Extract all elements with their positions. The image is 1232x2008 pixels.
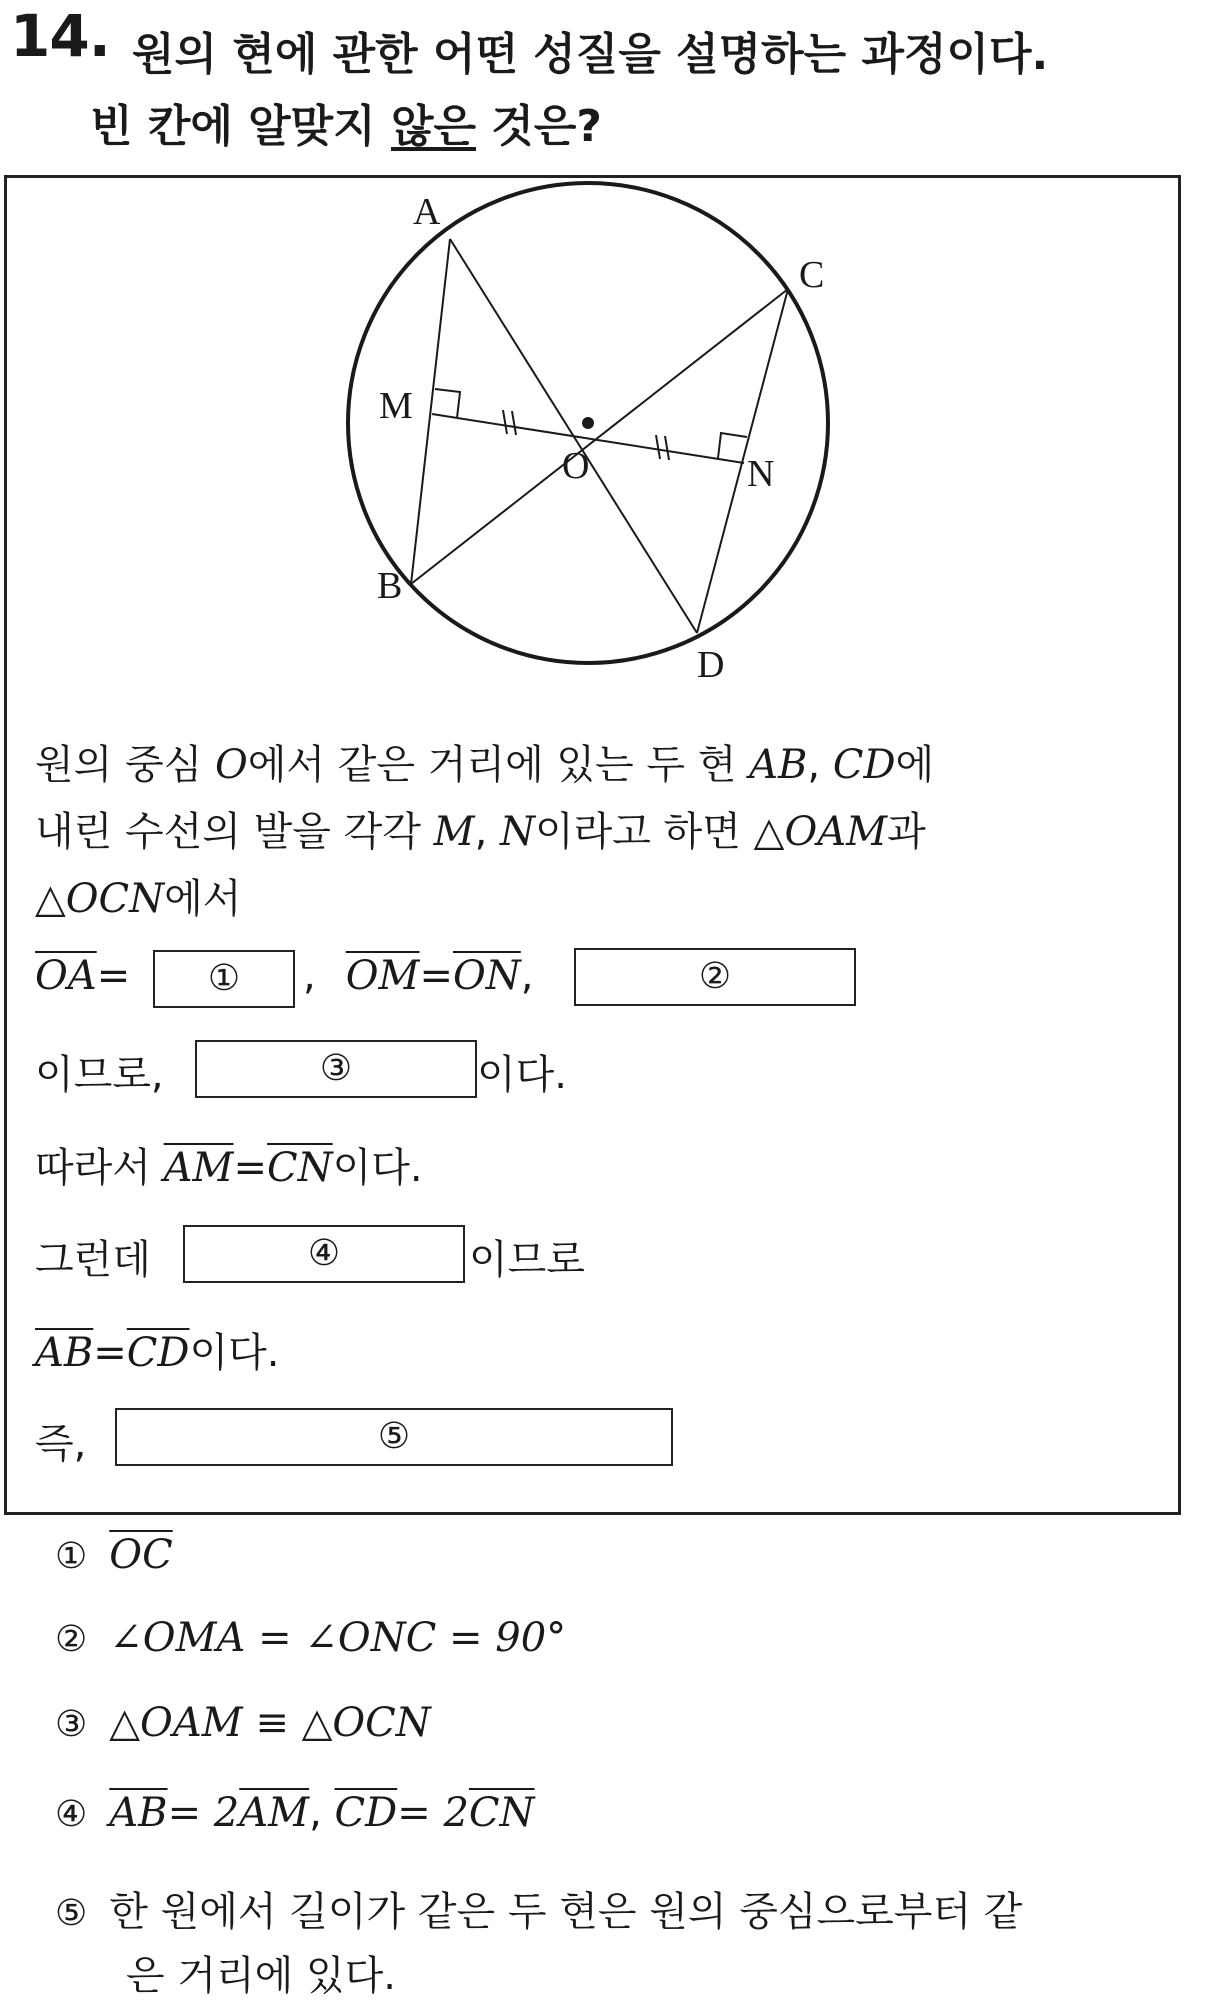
proof-line-4b [303, 953, 534, 999]
label-N: N [747, 453, 775, 495]
math-CN: $\overline{CN}$ [267, 1145, 333, 1191]
text: 과 [887, 809, 926, 855]
choice-number: ⑤ [55, 1893, 88, 1934]
math-OA: $\overline{OA}$ [35, 953, 97, 999]
text: 이다. [332, 1145, 423, 1191]
choice-text: 한 원에서 길이가 같은 두 현은 원의 중심으로부터 같 [109, 1889, 1023, 1935]
question-stem-line2 [90, 90, 602, 154]
choice-text: △OAM ≡ △OCN [109, 1700, 431, 1746]
question-stem-line1: 원의 현에 관한 어떤 성질을 설명하는 과정이다. [132, 29, 1049, 80]
math-OCN: OCN [65, 876, 165, 922]
text: 이라고 하면 △ [535, 809, 785, 855]
math-ON: $\overline{ON}$ [452, 953, 521, 999]
text: 에서 [164, 876, 242, 922]
blank-3: ③ [195, 1040, 477, 1098]
math-AB: AB [749, 742, 808, 788]
math-AB: $\overline{AB}$ [35, 1330, 94, 1376]
label-B: B [377, 565, 403, 607]
choice-4[interactable] [55, 1790, 535, 1836]
choice-number: ① [55, 1536, 88, 1577]
choice-2[interactable] [55, 1615, 566, 1661]
math-OC: $\overline{OC}$ [109, 1532, 173, 1578]
center-dot [582, 417, 594, 429]
text: , [520, 953, 534, 999]
question-number: 14. [10, 2, 110, 70]
text: = [233, 1145, 267, 1191]
choice-5-line2: 은 거리에 있다. [126, 1953, 396, 1999]
text: 에서 같은 거리에 있는 두 현 [247, 742, 750, 788]
tick-OM-2 [512, 411, 516, 435]
text: 따라서 [35, 1145, 164, 1191]
text: = [93, 1330, 127, 1376]
tick-ON-1 [656, 435, 660, 459]
choice-number: ④ [55, 1794, 88, 1835]
proof-box [4, 175, 1181, 1515]
choice-3[interactable] [55, 1700, 431, 1746]
math-OM: $\overline{OM}$ [345, 953, 420, 999]
label-O: O [562, 445, 590, 487]
proof-line-9: 즉, [35, 1421, 87, 1467]
math-OAM: OAM [784, 809, 888, 855]
math-CD: $\overline{CD}$ [126, 1330, 190, 1376]
chord-AB [411, 239, 450, 584]
tick-OM-1 [503, 410, 507, 434]
choice-5[interactable] [55, 1880, 1022, 1937]
label-D: D [697, 644, 725, 686]
choice-number: ② [55, 1619, 88, 1660]
text: 원의 중심 [35, 742, 215, 788]
choice-1[interactable] [55, 1532, 173, 1578]
text: , [474, 809, 501, 855]
blank-1: ① [153, 950, 295, 1008]
proof-line-4 [35, 953, 130, 999]
proof-line-2 [35, 800, 926, 857]
label-A: A [413, 191, 441, 233]
blank-4: ④ [183, 1225, 465, 1283]
text: = [419, 953, 453, 999]
math-AM: $\overline{AM}$ [163, 1145, 234, 1191]
blank-5: ⑤ [115, 1408, 673, 1466]
math-AM: $\overline{AM}$ [239, 1790, 310, 1836]
blank-2: ② [574, 948, 856, 1006]
choice-text: ∠OMA = ∠ONC = 90° [109, 1615, 567, 1661]
text: , [303, 953, 316, 999]
segment-BC [411, 289, 788, 584]
text: = [96, 953, 131, 999]
right-angle-N [718, 433, 747, 458]
right-angle-M [435, 389, 460, 418]
text: , [309, 1790, 335, 1836]
proof-line-6 [35, 1136, 423, 1193]
label-C: C [799, 254, 825, 296]
text: , [807, 742, 833, 788]
proof-line-8 [35, 1321, 279, 1378]
math-M: M [433, 809, 475, 855]
proof-line-1 [35, 733, 934, 790]
proof-line-7a: 그런데 [35, 1237, 151, 1283]
math-N: N [500, 809, 536, 855]
text: 이다. [189, 1330, 280, 1376]
text: = 2 [397, 1790, 469, 1836]
stem-emphasis: 않은 [390, 101, 476, 152]
proof-line-7b: 이므로 [469, 1237, 585, 1283]
choice-number: ③ [55, 1704, 88, 1745]
math-CD: CD [832, 742, 896, 788]
text: 에 [895, 742, 935, 788]
tick-ON-2 [665, 436, 669, 460]
math-AB: $\overline{AB}$ [109, 1790, 168, 1836]
math-O: O [215, 742, 248, 788]
proof-line-5b: 이다. [477, 1052, 567, 1098]
text: △ [35, 876, 66, 922]
stem-post: 것은? [476, 101, 602, 152]
label-M: M [379, 385, 413, 427]
math-CD: $\overline{CD}$ [334, 1790, 398, 1836]
math-CN: $\overline{CN}$ [468, 1790, 535, 1836]
stem-pre: 빈 칸에 알맞지 [90, 101, 391, 152]
proof-line-5a: 이므로, [35, 1052, 164, 1098]
text: 내린 수선의 발을 각각 [35, 809, 434, 855]
proof-line-3 [35, 867, 241, 924]
text: = 2 [167, 1790, 240, 1836]
